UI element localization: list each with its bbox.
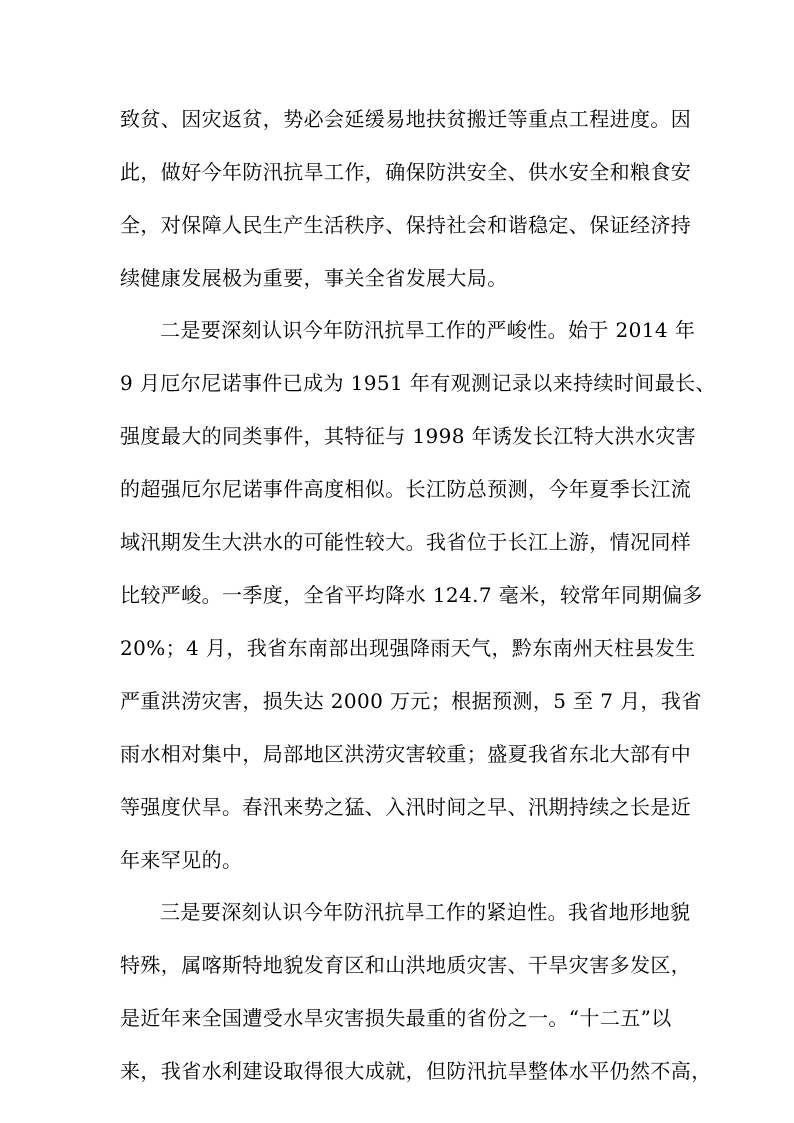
text-line: 比较严峻。一季度，全省平均降水 124.7 毫米，较常年同期偏多 (120, 583, 703, 607)
text-line: 来，我省水利建设取得很大成就，但防汛抗旱整体水平仍然不高， (120, 1059, 712, 1083)
text-line: 是近年来全国遭受水旱灾害损失最重的省份之一。“十二五”以 (120, 1006, 672, 1030)
text-line: 的超强厄尔尼诺事件高度相似。长江防总预测，今年夏季长江流 (120, 477, 692, 501)
text-line: 全，对保障人民生产生活秩序、保持社会和谐稳定、保证经济持 (120, 213, 692, 237)
paragraph-start-line: 二是要深刻认识今年防汛抗旱工作的严峻性。始于 2014 年 (160, 318, 696, 342)
paragraph-start-line: 三是要深刻认识今年防汛抗旱工作的紧迫性。我省地形地貌 (160, 900, 691, 924)
text-line: 域汛期发生大洪水的可能性较大。我省位于长江上游，情况同样 (120, 530, 692, 554)
text-line: 雨水相对集中，局部地区洪涝灾害较重；盛夏我省东北大部有中 (120, 742, 692, 766)
text-line: 20%；4 月，我省东南部出现强降雨天气，黔东南州天柱县发生 (120, 636, 696, 660)
text-line: 此，做好今年防汛抗旱工作，确保防洪安全、供水安全和粮食安 (120, 160, 692, 184)
text-line: 强度最大的同类事件，其特征与 1998 年诱发长江特大洪水灾害 (120, 424, 697, 448)
text-line: 等强度伏旱。春汛来势之猛、入汛时间之早、汛期持续之长是近 (120, 795, 692, 819)
text-line: 严重洪涝灾害，损失达 2000 万元；根据预测，5 至 7 月，我省 (120, 689, 702, 713)
text-line: 续健康发展极为重要，事关全省发展大局。 (120, 266, 508, 290)
text-line: 9 月厄尔尼诺事件已成为 1951 年有观测记录以来持续时间最长、 (120, 371, 716, 395)
text-line: 致贫、因灾返贫，势必会延缓易地扶贫搬迁等重点工程进度。因 (120, 107, 692, 131)
text-line: 特殊，属喀斯特地貌发育区和山洪地质灾害、干旱灾害多发区， (120, 953, 692, 977)
text-line: 年来罕见的。 (120, 848, 243, 872)
